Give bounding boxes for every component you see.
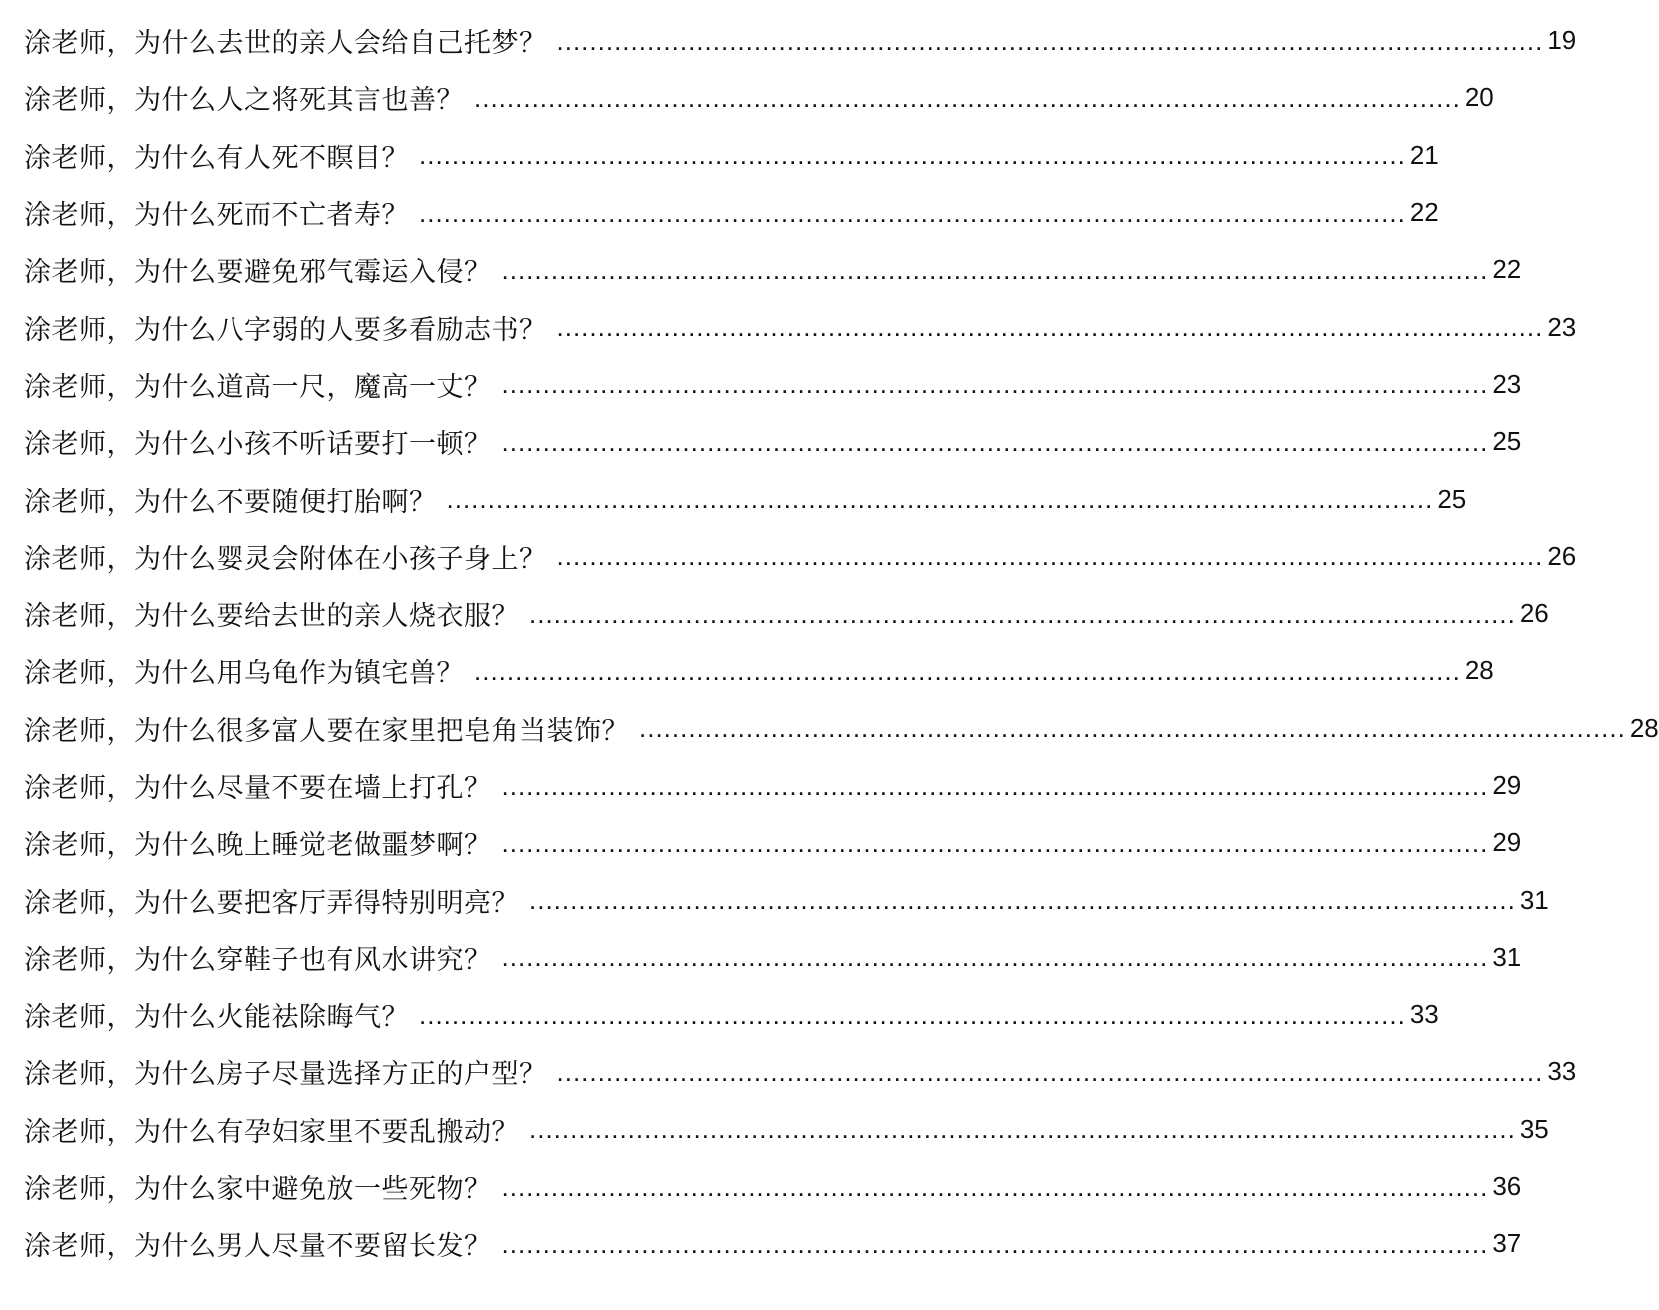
toc-entry[interactable] bbox=[0, 356, 1522, 413]
toc-entry-page: 31 bbox=[1492, 941, 1522, 972]
dot-leader: ........................................................................................................................ bbox=[419, 197, 1406, 228]
toc-entry-title: 涂老师，为什么晚上睡觉老做噩梦啊？ bbox=[24, 830, 492, 862]
toc-entry-title: 涂老师，为什么婴灵会附体在小孩子身上？ bbox=[24, 543, 547, 575]
dot-leader: ........................................................................................................................ bbox=[446, 484, 1434, 515]
toc-entry[interactable] bbox=[0, 757, 1522, 814]
toc-entry-title: 涂老师，为什么穿鞋子也有风水讲究？ bbox=[24, 944, 492, 976]
dot-leader: ........................................................................................................................ bbox=[639, 713, 1626, 744]
toc-entry-title: 涂老师，为什么死而不亡者寿？ bbox=[24, 200, 409, 232]
toc-entry-page: 35 bbox=[1519, 1113, 1549, 1144]
toc-entry[interactable] bbox=[0, 585, 1549, 642]
toc-entry-title: 涂老师，为什么家中避免放一些死物？ bbox=[24, 1174, 492, 1206]
toc-entry-title: 涂老师，为什么有人死不瞑目？ bbox=[24, 142, 409, 174]
toc-entry[interactable] bbox=[0, 1101, 1549, 1158]
toc-entry-title: 涂老师，为什么道高一尺，魔高一丈？ bbox=[24, 371, 492, 403]
toc-entry-title: 涂老师，为什么八字弱的人要多看励志书？ bbox=[24, 314, 547, 346]
dot-leader: ........................................................................................................................ bbox=[474, 82, 1461, 113]
toc-entry-title: 涂老师，为什么人之将死其言也善？ bbox=[24, 85, 464, 117]
toc-entry[interactable] bbox=[0, 986, 1439, 1043]
toc-entry[interactable] bbox=[0, 1043, 1577, 1100]
dot-leader: ........................................................................................................................ bbox=[556, 541, 1544, 572]
dot-leader: ........................................................................................................................ bbox=[419, 999, 1406, 1030]
dot-leader: ........................................................................................................................ bbox=[474, 655, 1461, 686]
toc-entry[interactable] bbox=[0, 929, 1522, 986]
toc-entry[interactable] bbox=[0, 298, 1577, 355]
dot-leader: ........................................................................................................................ bbox=[501, 1228, 1489, 1259]
toc-entry-page: 33 bbox=[1547, 1056, 1577, 1087]
toc-entry[interactable] bbox=[0, 470, 1467, 527]
dot-leader: ........................................................................................................................ bbox=[501, 426, 1489, 457]
toc-entry[interactable] bbox=[0, 642, 1494, 699]
toc-entry-page: 29 bbox=[1492, 770, 1522, 800]
toc-entry-title: 涂老师，为什么用乌龟作为镇宅兽？ bbox=[24, 658, 464, 690]
toc-entry-page: 26 bbox=[1547, 540, 1577, 571]
dot-leader: ........................................................................................................................ bbox=[419, 140, 1406, 171]
dot-leader: ........................................................................................................................ bbox=[501, 369, 1489, 400]
toc-entry-title: 涂老师，为什么男人尽量不要留长发？ bbox=[24, 1231, 492, 1263]
table-of-contents bbox=[0, 12, 1659, 1273]
toc-entry-page: 33 bbox=[1409, 999, 1439, 1030]
toc-entry-page: 23 bbox=[1547, 311, 1577, 342]
toc-entry[interactable] bbox=[0, 184, 1439, 241]
toc-entry-page: 19 bbox=[1547, 25, 1577, 56]
toc-entry-title: 涂老师，为什么尽量不要在墙上打孔？ bbox=[24, 773, 492, 804]
toc-entry-title: 涂老师，为什么房子尽量选择方正的户型？ bbox=[24, 1059, 547, 1091]
dot-leader: ........................................................................................................................ bbox=[556, 25, 1544, 56]
toc-entry-title: 涂老师，为什么不要随便打胎啊？ bbox=[24, 486, 437, 518]
toc-entry[interactable] bbox=[0, 69, 1494, 126]
toc-entry-page: 28 bbox=[1464, 655, 1494, 686]
toc-entry-page: 29 bbox=[1492, 827, 1522, 858]
dot-leader: ........................................................................................................................ bbox=[501, 254, 1489, 285]
toc-entry-title: 涂老师，为什么要避免邪气霉运入侵？ bbox=[24, 257, 492, 289]
dot-leader: ........................................................................................................................ bbox=[529, 598, 1516, 629]
dot-leader: ........................................................................................................................ bbox=[501, 1171, 1489, 1202]
toc-entry-page: 22 bbox=[1409, 197, 1439, 228]
toc-entry[interactable] bbox=[0, 1158, 1522, 1215]
dot-leader: ........................................................................................................................ bbox=[529, 1114, 1516, 1145]
toc-entry-page: 28 bbox=[1629, 712, 1659, 743]
toc-entry-title: 涂老师，为什么火能祛除晦气？ bbox=[24, 1002, 409, 1034]
toc-entry-title: 涂老师，为什么小孩不听话要打一顿？ bbox=[24, 429, 492, 461]
toc-entry-page: 21 bbox=[1409, 139, 1439, 170]
toc-entry-page: 25 bbox=[1492, 426, 1522, 457]
toc-entry-page: 25 bbox=[1437, 483, 1467, 514]
toc-entry[interactable] bbox=[0, 1215, 1522, 1272]
toc-entry-page: 36 bbox=[1492, 1171, 1522, 1202]
toc-entry-page: 31 bbox=[1519, 884, 1549, 915]
dot-leader: ........................................................................................................................ bbox=[501, 942, 1489, 973]
toc-entry[interactable] bbox=[0, 528, 1577, 585]
toc-entry[interactable] bbox=[0, 12, 1577, 69]
toc-entry[interactable] bbox=[0, 127, 1439, 184]
toc-entry-title: 涂老师，为什么有孕妇家里不要乱搬动？ bbox=[24, 1116, 519, 1148]
dot-leader: ........................................................................................................................ bbox=[556, 312, 1544, 343]
toc-entry-page: 26 bbox=[1519, 598, 1549, 629]
toc-entry-page: 37 bbox=[1492, 1228, 1522, 1259]
toc-entry-title: 涂老师，为什么要把客厅弄得特别明亮？ bbox=[24, 887, 519, 919]
toc-entry-page: 20 bbox=[1464, 82, 1494, 113]
dot-leader: ........................................................................................................................ bbox=[556, 1056, 1544, 1087]
toc-entry[interactable] bbox=[0, 871, 1549, 928]
toc-entry-page: 23 bbox=[1492, 368, 1522, 399]
dot-leader: ........................................................................................................................ bbox=[501, 827, 1489, 858]
toc-entry[interactable] bbox=[0, 241, 1522, 298]
toc-entry[interactable] bbox=[0, 700, 1659, 757]
toc-entry-title: 涂老师，为什么很多富人要在家里把皂角当装饰？ bbox=[24, 715, 629, 747]
toc-entry[interactable] bbox=[0, 814, 1522, 871]
toc-entry-title: 涂老师，为什么要给去世的亲人烧衣服？ bbox=[24, 601, 519, 633]
dot-leader: ........................................................................................................................ bbox=[501, 770, 1489, 801]
dot-leader: ........................................................................................................................ bbox=[529, 885, 1516, 916]
toc-entry-page: 22 bbox=[1492, 254, 1522, 285]
toc-entry-title: 涂老师，为什么去世的亲人会给自己托梦？ bbox=[24, 28, 547, 60]
toc-entry[interactable] bbox=[0, 413, 1522, 470]
